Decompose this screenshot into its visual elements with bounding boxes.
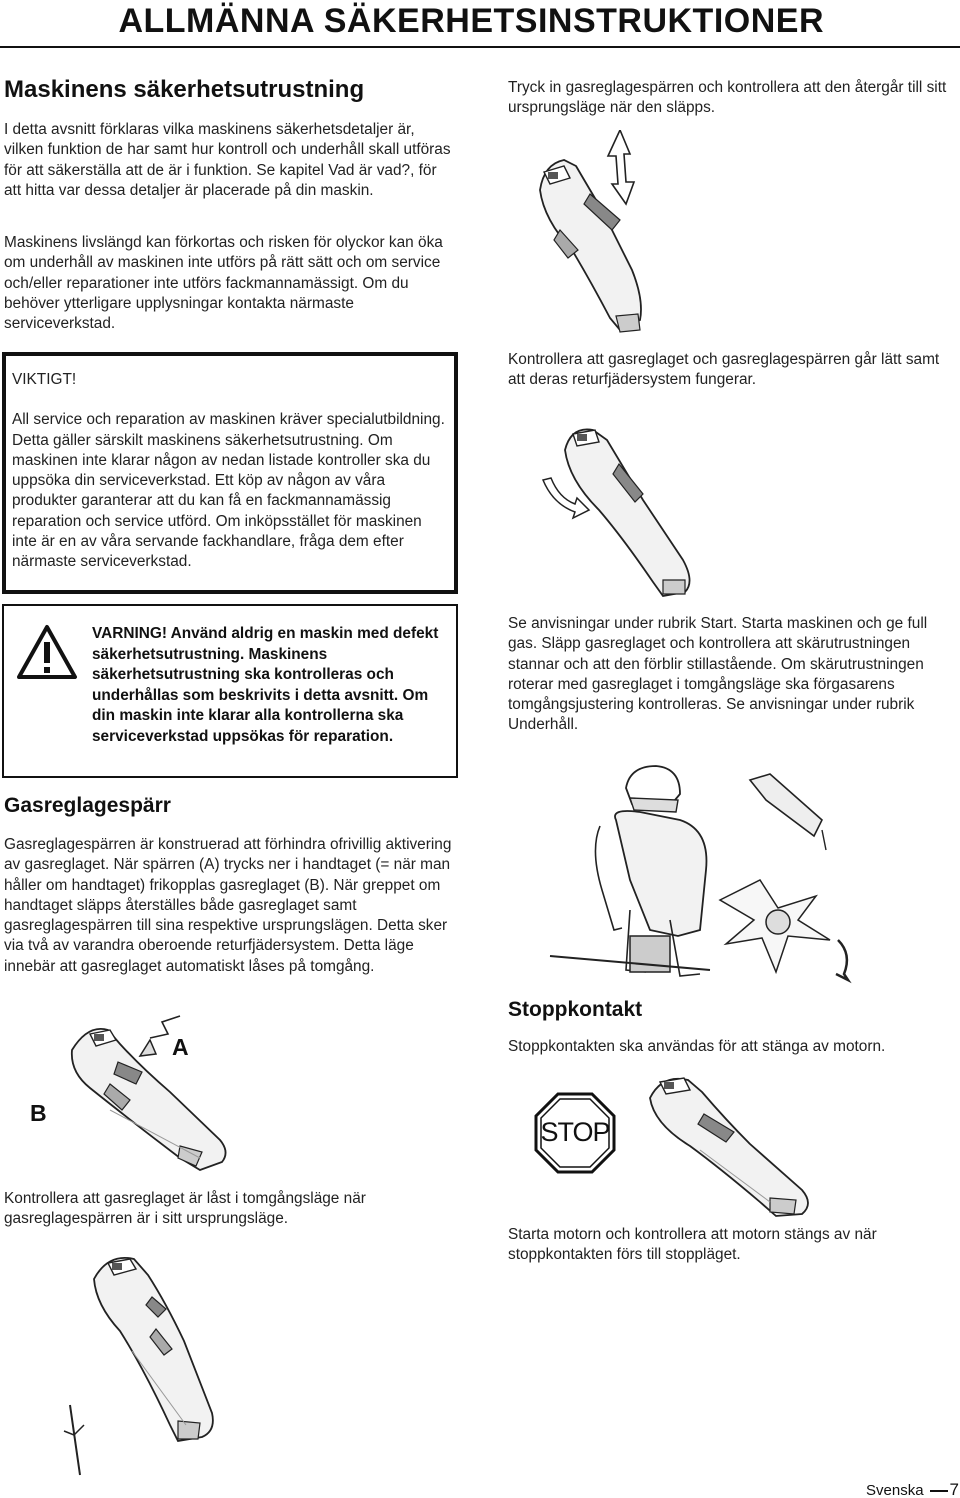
important-text: All service och reparation av maskinen kräver specialutbildning. Detta gäller särskilt maskinens säkerhetsutrustning. Om maskinen inte klarar någon av nedan listade kontroller ska du uppsöka din serviceverkstad. Ett köp av någon av våra produkter garanterar att du kan få en fackmannamässig reparation och service utförd. Om inköpsstället för maskinen inte är en av våra servande fackhandlare, fråga dem efter närmaste serviceverkstad. [12,411,445,571]
lockout-check-figure [530,130,730,340]
start-check-text: Se anvisningar under rubrik Start. Starta maskinen och ge full gas. Släpp gasreglaget och kontrollera att skärutrustningen stannar och att den förblir stillastående. Om skärutrustningen roterar med gasreglaget i tomgångsläge ska förgasarens tomgångsjustering kontrolleras. Se anvisningar under rubrik Underhåll. [508,615,928,734]
intro-paragraph: I detta avsnitt förklaras vilka maskinens säkerhetsdetaljer är, vilken funktion de har samt hur kontroll och underhåll skall utföras för att säkerställa att de är i funktion. Se kapitel Vad är vad?, för att hitta var dessa detaljer är placerade på din maskin. [4,121,451,199]
throttle-lockout-heading: Gasreglagespärr [4,794,171,817]
stop-switch-drawing [630,1070,830,1220]
lifetime-paragraph: Maskinens livslängd kan förkortas och risken för olyckor kan öka om underhåll av maskinen inte utförs på rätt sätt och om service och/eller reparationer inte utförs fackmannamässigt. Om du behöver ytterligare upplysningar kontakta närmaste serviceverkstad. [4,234,443,333]
throttle-lockout-caption: Kontrollera att gasreglaget är låst i tomgångsläge när gasreglagespärren är i sitt ursprungsläge. [4,1190,366,1228]
footer-dash [930,1490,948,1492]
stop-switch-caption: Starta motorn och kontrollera att motorn stängs av när stoppkontakten förs till stoppläget. [508,1226,877,1264]
important-box [2,352,458,594]
footer-language: Svenska [866,1482,924,1498]
page-footer [866,1480,959,1498]
stop-sign-text: STOP [540,1117,610,1147]
return-spring-check-text: Kontrollera att gasreglaget och gasreglagespärren går lätt samt att deras returfjädersystem fungerar. [508,351,940,389]
trigger-check-figure [60,1245,260,1485]
return-spring-figure [535,420,735,600]
important-label: VIKTIGT! [12,371,77,388]
figure-label-a: A [172,1034,189,1060]
trigger-check-drawing [60,1245,260,1485]
warning-box [2,604,458,778]
stop-sign-icon [534,1092,616,1174]
lockout-check-text: Tryck in gasreglagespärren och kontrollera att den återgår till sitt ursprungsläge när den släpps. [508,79,947,117]
stop-switch-paragraph: Stoppkontakten ska användas för att stänga av motorn. [508,1038,886,1055]
return-spring-drawing [535,420,735,600]
title-rule [0,46,960,48]
figure-label-b: B [30,1100,47,1126]
operator-trimmer-drawing [530,760,870,990]
footer-page-number: 7 [949,1480,960,1498]
throttle-handle-drawing [30,1010,260,1180]
stop-switch-figure [630,1070,830,1220]
operator-trimmer-figure [530,760,870,990]
warning-triangle-icon [16,624,78,680]
warning-text: VARNING! Använd aldrig en maskin med defekt säkerhetsutrustning. Maskinens säkerhetsutrustning ska kontrolleras och underhållas som beskrivits i detta avsnitt. Om din maskin inte klarar alla kontrollerna ska serviceverkstad uppsökas för reparation. [92,625,439,745]
stop-switch-heading: Stoppkontakt [508,998,643,1021]
lockout-check-drawing [530,130,730,340]
throttle-handle-figure [30,1010,260,1180]
page-title: ALLMÄNNA SÄKERHETSINSTRUKTIONER [118,2,824,40]
throttle-lockout-paragraph: Gasreglagespärren är konstruerad att förhindra ofrivillig aktivering av gasreglaget. När spärren (A) trycks ner i handtaget (= när man håller om handtaget) frikopplas gasreglaget (B). När greppet om handtaget släpps återställes både gasreglaget samt gasreglagespärren till sina respektive ursprungslägen. Detta sker via två av varandra oberoende returfjädersystem. Detta läge innebär att gasreglaget automatiskt låses på tomgång. [4,836,452,975]
section-heading: Maskinens säkerhetsutrustning [4,76,365,103]
